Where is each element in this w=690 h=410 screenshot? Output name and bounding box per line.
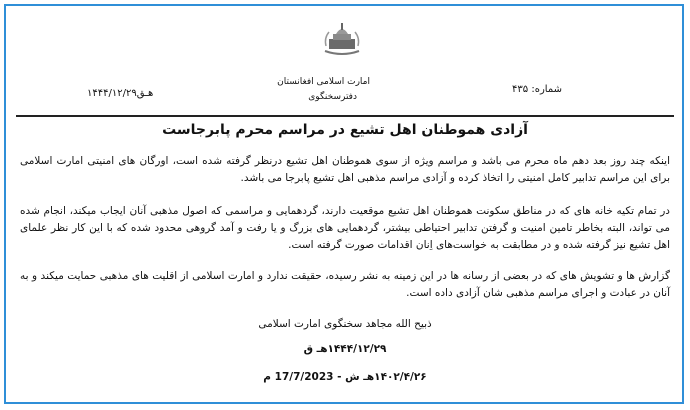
document-number bbox=[512, 84, 562, 95]
signatory-name: ذبیح الله مجاهد سخنگوی امارت اسلامی bbox=[258, 318, 432, 330]
signature-dates: ۱۴۰۲/۴/۲۶هـ ش - 17/7/2023 م bbox=[263, 371, 427, 383]
header-divider bbox=[16, 115, 674, 117]
header-date: ۱۴۴۴/۱۲/۲۹هـق bbox=[87, 88, 154, 99]
paragraph-2: در تمام تکیه خانه های که در مناطق سکونت هموطنان اهل تشیع موقعیت دارند، گردهمایی و مراسمی که اصول مذهبی آنان ایجاب میکند، انجام شده می تواند، البته بخاطر تامین امنیت و گرفتن تدابیر احتیاطی بیشتر، گردهمایی های بزرگ و یا رفت و آمد گروهی محدود شده که با این کار نظر علمای اهل تشیع نیز گرفته شده و در مطابقت به خواست‌های اِنان اقدامات صورت گرفته است. bbox=[20, 205, 670, 251]
number-label: شماره: bbox=[531, 84, 562, 95]
office-name: دفترسخنگوی bbox=[308, 92, 357, 102]
emirate-emblem-icon bbox=[322, 20, 362, 56]
statement-title: آزادی هموطنان اهل تشیع در مراسم محرم پابرجاست bbox=[162, 122, 528, 138]
number-value: ۴۳۵ bbox=[512, 84, 529, 95]
signature-lunar-date: ۱۴۴۴/۱۲/۲۹هـ ق bbox=[303, 343, 387, 355]
organization-name: امارت اسلامی افغانستان bbox=[277, 77, 370, 87]
paragraph-3: گزارش ها و تشویش های که در بعضی از رسانه ها در این زمینه به نشر رسیده، حقیقت ندارد و امارت اسلامی از اقلیت های مذهبی حمایت میکند و به آنان در عبادت و اجرای مراسم مذهبی شان آزادی داده است. bbox=[20, 270, 670, 299]
paragraph-1: اینکه چند روز بعد دهم ماه محرم می باشد و مراسم ویژه از سوی هموطنان اهل تشیع درنظر گرفته شده است، اورگان های امنیتی امارت اسلامی برای این مراسم تدابیر کامل امنیتی را اتخاذ کرده و آزادی مراسم مذهبی اهل تشیع پابرجا می باشد. bbox=[20, 155, 670, 184]
